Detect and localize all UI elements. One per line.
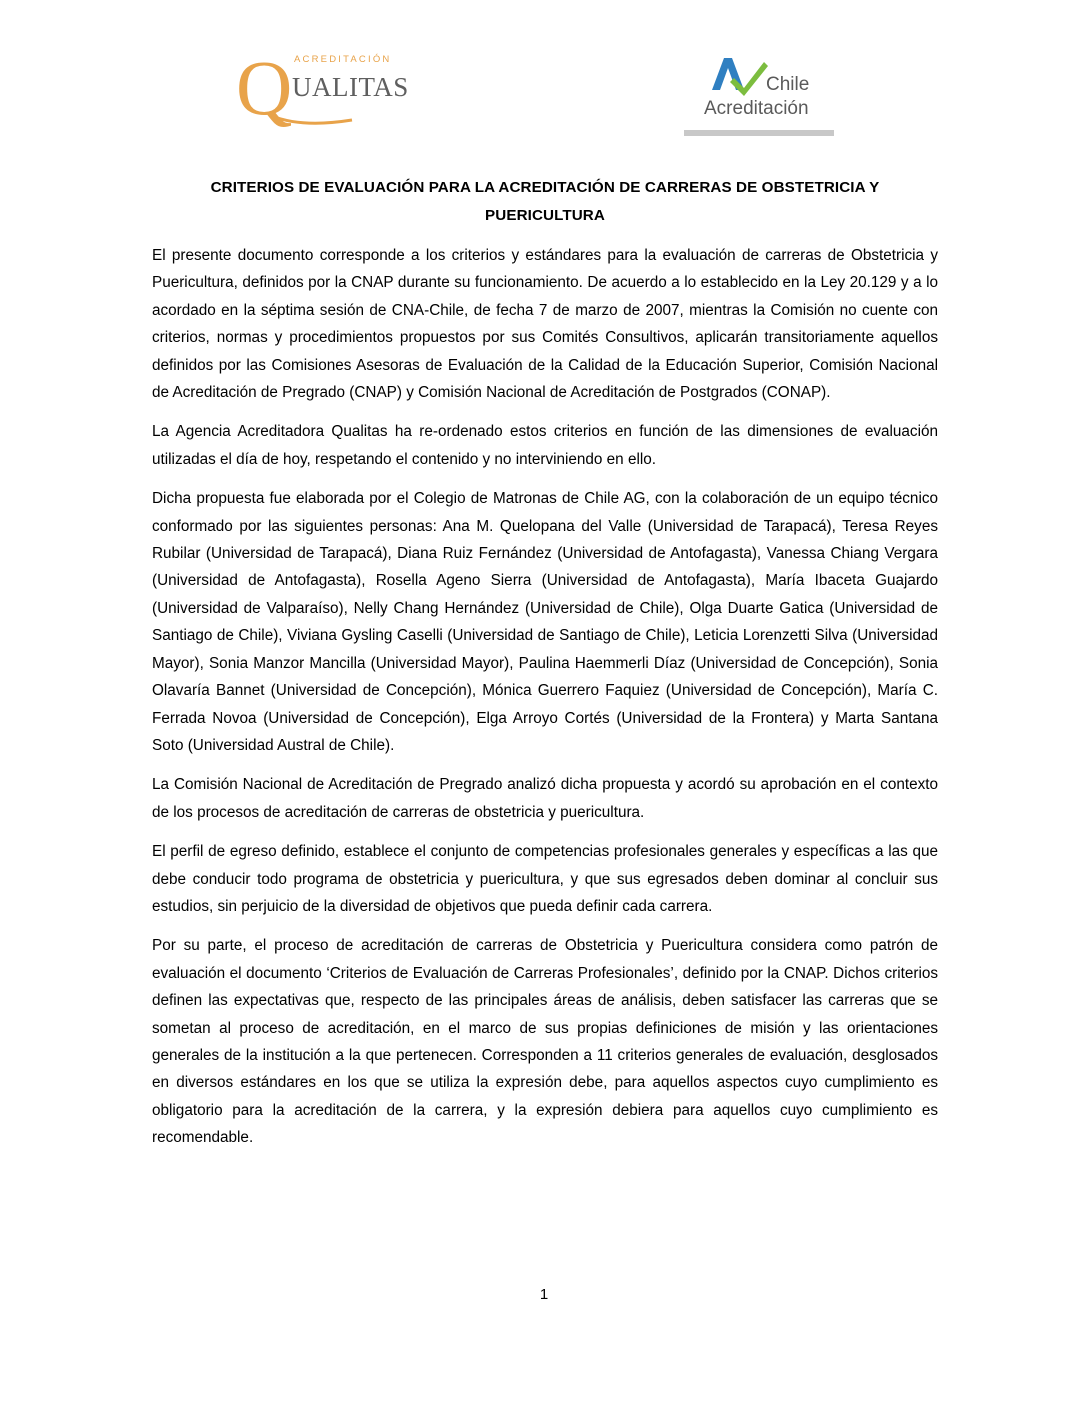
qualitas-logo-q: Q (236, 46, 293, 131)
qualitas-logo (232, 46, 432, 134)
chile-acreditacion-logo-graphic (684, 50, 834, 130)
chile-logo-line2: Acreditación (704, 98, 809, 119)
document-body (152, 242, 938, 1164)
paragraph-5: El perfil de egreso definido, establece el conjunto de competencias profesionales generales y específicas a las que debe conducir todo programa de obstetricia y puericultura, y que sus egresados deben dominar al concluir sus estudios, sin perjuicio de la diversidad de objetivos que pueda definir cada carrera. (152, 843, 938, 915)
qualitas-logo-small-text: ACREDITACIÓN (294, 54, 392, 65)
chile-logo-line1: Chile (766, 74, 810, 95)
paragraph-6: Por su parte, el proceso de acreditación de carreras de Obstetricia y Puericultura considera como patrón de evaluación el documento ‘Criterios de Evaluación de Carreras Profesionales’, definido por la CNAP. Dichos criterios definen las expectativas que, respecto de las principales áreas de análisis, deben satisfacer las carreras que se sometan al proceso de acreditación, en el marco de sus propias definiciones de misión y las orientaciones generales de la institución a la que pertenecen. Corresponden a 11 criterios generales de evaluación, desglosados en diversos estándares en los que se utiliza la expresión debe, para aquellos aspectos cuyo cumplimiento es obligatorio para la acreditación de la carrera, y la expresión debiera para aquellos cuyo cumplimiento es recomendable. (152, 937, 938, 1147)
logo-underline-bar (684, 130, 834, 136)
qualitas-logo-graphic (232, 46, 432, 134)
paragraph-3: Dicha propuesta fue elaborada por el Colegio de Matronas de Chile AG, con la colaboración de un equipo técnico conformado por las siguientes personas: Ana M. Quelopana del Valle (Universidad de Tarapacá), Teresa Reyes Rubilar (Universidad de Tarapacá), Diana Ruiz Fernández (Universidad de Antofagasta), Vanessa Chiang Vergara (Universidad de Antofagasta), Rosella Ageno Sierra (Universidad de Antofagasta), María Ibaceta Guajardo (Universidad de Valparaíso), Nelly Chang Hernández (Universidad de Chile), Olga Duarte Gatica (Universidad de Santiago de Chile), Viviana Gysling Caselli (Universidad de Santiago de Chile), Leticia Lorenzetti Silva (Universidad Mayor), Sonia Manzor Mancilla (Universidad Mayor), Paulina Haemmerli Díaz (Universidad de Concepción), Sonia Olavaría Bannet (Universidad de Concepción), Mónica Guerrero Faquiez (Universidad de Concepción), María C. Ferrada Novoa (Universidad de Concepción), Elga Arroyo Cortés (Universidad de la Frontera) y Marta Santana Soto (Universidad Austral de Chile). (152, 490, 938, 754)
document-title: CRITERIOS DE EVALUACIÓN PARA LA ACREDITACIÓN DE CARRERAS DE OBSTETRICIA Y PUERICULTURA (210, 179, 880, 224)
qualitas-logo-word: UALITAS (292, 72, 409, 102)
paragraph-2: La Agencia Acreditadora Qualitas ha re-ordenado estos criterios en función de las dimensiones de evaluación utilizadas el día de hoy, respetando el contenido y no interviniendo en ello. (152, 423, 938, 468)
paragraph-1: El presente documento corresponde a los criterios y estándares para la evaluación de carreras de Obstetricia y Puericultura, definidos por la CNAP durante su funcionamiento. De acuerdo a lo establecido en la Ley 20.129 y a lo acordado en la séptima sesión de CNA-Chile, de fecha 7 de marzo de 2007, mientras la Comisión no cuente con criterios, normas y procedimientos propuestos por sus Comités Consultivos, aplicarán transitoriamente aquellos definidos por las Comisiones Asesoras de Evaluación de la Calidad de la Educación Superior, Comisión Nacional de Acreditación de Pregrado (CNAP) y Comisión Nacional de Acreditación de Postgrados (CONAP). (152, 247, 938, 402)
chile-acreditacion-logo (684, 50, 834, 136)
page-number: 1 (539, 1286, 549, 1303)
paragraph-4: La Comisión Nacional de Acreditación de Pregrado analizó dicha propuesta y acordó su aprobación en el contexto de los procesos de acreditación de carreras de obstetricia y puericultura. (152, 776, 938, 821)
